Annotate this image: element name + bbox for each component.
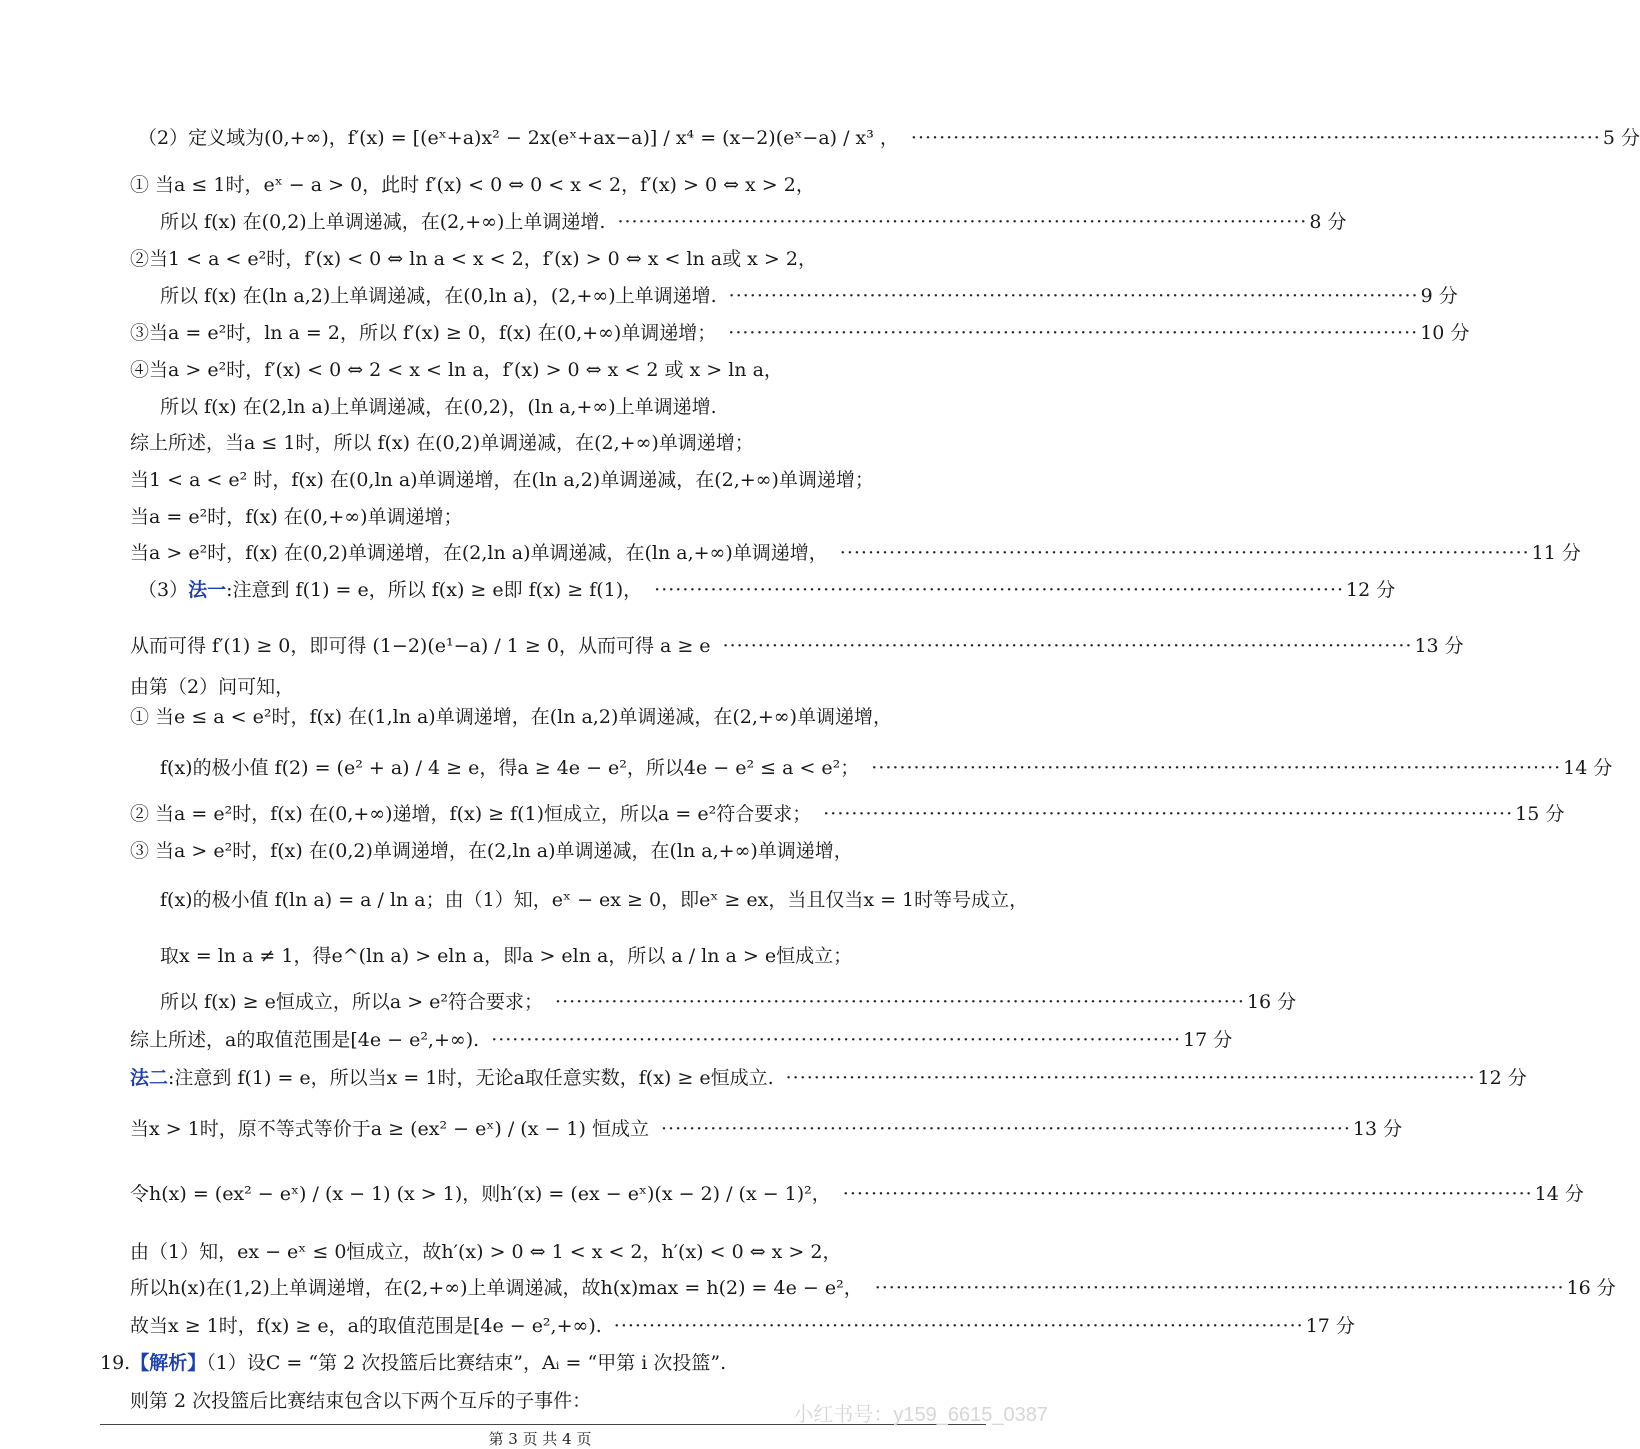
- score-value: 8 分: [1309, 211, 1347, 233]
- score-value: 16 分: [1246, 991, 1297, 1013]
- score-marker: [729, 284, 1458, 308]
- line-text: [160, 210, 605, 234]
- page-footer: 第 3 页 共 4 页: [488, 1430, 592, 1448]
- line-content: 所以 f(x) 在(ln a,2)上单调递减，在(0,ln a)，(2,+∞)上单调递增.: [160, 285, 717, 307]
- line-text: [130, 468, 874, 492]
- score-value: 13 分: [1414, 635, 1464, 657]
- method-label: 法二: [130, 1067, 169, 1089]
- score-value: 10 分: [1420, 322, 1470, 344]
- line-text: [130, 1028, 479, 1052]
- line-text: [160, 284, 717, 308]
- line-content: 由（1）知，ex − eˣ ≤ 0恒成立，故h′(x) > 0 ⇔ 1 < x < 2，h′(x) < 0 ⇔ x > 2，: [130, 1241, 842, 1263]
- line-content: 综上所述，a的取值范围是[4e − e²,+∞).: [130, 1029, 480, 1051]
- score-marker: [728, 321, 1470, 345]
- line-text: [130, 839, 853, 863]
- line-text: [130, 247, 817, 271]
- line-text: [160, 888, 1028, 912]
- line-text: [160, 990, 543, 1014]
- score-value: 15 分: [1515, 803, 1565, 825]
- line-text: [130, 321, 716, 345]
- score-marker: [661, 1117, 1403, 1141]
- line-text: [130, 1182, 831, 1206]
- line-content: 故当x ≥ 1时，f(x) ≥ e，a的取值范围是[4e − e²,+∞).: [130, 1315, 602, 1337]
- line-text: [130, 1276, 863, 1300]
- line-content: ② 当a = e²时，f(x) 在(0,+∞)递增，f(x) ≥ f(1)恒成立，所以a = e²符合要求；: [130, 803, 812, 825]
- line-text: [138, 578, 642, 602]
- line-content: 所以h(x)在(1,2)上单调递增，在(2,+∞)上单调递减，故h(x)max = h(2) = 4e − e²，: [130, 1277, 863, 1299]
- line-content: 由第（2）问可知，: [130, 676, 295, 698]
- method-label: 法一: [188, 579, 227, 601]
- line-content: 所以 f(x) ≥ e恒成立，所以a > e²符合要求；: [160, 991, 544, 1013]
- line-text: [130, 634, 711, 658]
- line-content: ③ 当a > e²时，f(x) 在(0,2)单调递增，在(2,ln a)单调递减，在(ln a,+∞)单调递增，: [130, 840, 853, 862]
- line-text: [130, 1314, 602, 1338]
- line-continuation: :注意到 f(1) = e，所以 f(x) ≥ e即 f(x) ≥ f(1)，: [226, 579, 643, 601]
- line-content: 当a > e²时，f(x) 在(0,2)单调递增，在(2,ln a)单调递减，在(ln a,+∞)单调递增，: [130, 542, 828, 564]
- line-content: 当x > 1时，原不等式等价于a ≥ (ex² − eˣ) / (x − 1) 恒成立: [130, 1118, 649, 1140]
- score-value: 17 分: [1183, 1029, 1233, 1051]
- score-value: 14 分: [1534, 1183, 1584, 1205]
- score-value: 16 分: [1566, 1277, 1616, 1299]
- score-value: 17 分: [1305, 1315, 1355, 1337]
- score-marker: [843, 1182, 1584, 1206]
- score-value: 12 分: [1477, 1067, 1527, 1089]
- line-text: [130, 1066, 774, 1090]
- line-content: ③当a = e²时，ln a = 2，所以 f′(x) ≥ 0，f(x) 在(0,+∞)单调递增；: [130, 322, 717, 344]
- line-content: ① 当e ≤ a < e²时，f(x) 在(1,ln a)单调递增，在(ln a,2)单调递减，在(2,+∞)单调递增，: [130, 706, 893, 728]
- line-text: [160, 395, 717, 419]
- line-text: [130, 1389, 591, 1413]
- line-content: 取x = ln a ≠ 1，得e^(ln a) > eln a，即a > eln a，所以 a / ln a > e恒成立；: [160, 945, 853, 967]
- line-content: f(x)的极小值 f(2) = (e² + a) / 4 ≥ e，得a ≥ 4e − e²，所以4e − e² ≤ a < e²；: [160, 757, 860, 779]
- score-value: 12 分: [1346, 579, 1396, 601]
- score-marker: [617, 210, 1347, 234]
- score-marker: [875, 1276, 1616, 1300]
- line-content: 当a = e²时，f(x) 在(0,+∞)单调递增；: [130, 506, 463, 528]
- score-marker: [840, 541, 1581, 565]
- line-text: [138, 126, 899, 150]
- line-content: 19.: [100, 1352, 131, 1374]
- line-content: 从而可得 f′(1) ≥ 0，即可得 (1−2)(e¹−a) / 1 ≥ 0，从而可得 a ≥ e: [130, 635, 711, 657]
- score-value: 5 分: [1602, 127, 1640, 149]
- score-value: 9 分: [1420, 285, 1458, 307]
- score-marker: [614, 1314, 1355, 1338]
- line-text: [160, 944, 852, 968]
- line-text: [130, 1117, 649, 1141]
- line-text: [160, 756, 859, 780]
- score-marker: [871, 756, 1613, 780]
- line-text: [130, 505, 463, 529]
- line-text: [130, 173, 815, 197]
- line-text: [130, 705, 892, 729]
- line-content: ④当a > e²时，f′(x) < 0 ⇔ 2 < x < ln a，f′(x) > 0 ⇔ x < 2 或 x > ln a，: [130, 359, 783, 381]
- score-marker: [786, 1066, 1527, 1090]
- line-content: 当1 < a < e² 时，f(x) 在(0,ln a)单调递增，在(ln a,2)单调递减，在(2,+∞)单调递增；: [130, 469, 874, 491]
- score-marker: [911, 126, 1640, 150]
- score-value: 11 分: [1531, 542, 1581, 564]
- score-marker: [491, 1028, 1233, 1052]
- line-content: 综上所述，当a ≤ 1时，所以 f(x) 在(0,2)单调递减，在(2,+∞)单调递增；: [130, 432, 754, 454]
- line-content: 则第 2 次投篮后比赛结束包含以下两个互斥的子事件：: [130, 1390, 592, 1412]
- line-content: 令h(x) = (ex² − eˣ) / (x − 1) (x > 1)，则h′(x) = (ex − eˣ)(x − 2) / (x − 1)²，: [130, 1183, 831, 1205]
- score-value: 14 分: [1563, 757, 1613, 779]
- line-content: （3）: [138, 579, 189, 601]
- line-text: [130, 802, 811, 826]
- score-marker: [723, 634, 1464, 658]
- score-marker: [823, 802, 1565, 826]
- score-value: 13 分: [1352, 1118, 1403, 1140]
- line-content: f(x)的极小值 f(ln a) = a / ln a；由（1）知，eˣ − ex ≥ 0，即eˣ ≥ ex，当且仅当x = 1时等号成立，: [160, 889, 1029, 911]
- line-content: 所以 f(x) 在(0,2)上单调递减，在(2,+∞)上单调递增.: [160, 211, 606, 233]
- method-label: 【解析】: [130, 1352, 207, 1374]
- line-text: [130, 431, 754, 455]
- line-content: ① 当a ≤ 1时，eˣ − a > 0，此时 f′(x) < 0 ⇔ 0 < x < 2，f′(x) > 0 ⇔ x > 2，: [130, 174, 815, 196]
- line-continuation: （1）设C = “第 2 次投篮后比赛结束”，Aᵢ = “甲第 i 次投篮”.: [206, 1352, 727, 1374]
- line-text: [130, 675, 294, 699]
- line-content: （2）定义域为(0,+∞)，f′(x) = [(eˣ+a)x² − 2x(eˣ+ax−a)] / x⁴ = (x−2)(eˣ−a) / x³ ，: [138, 127, 899, 149]
- score-marker: [555, 990, 1297, 1014]
- line-text: [130, 1240, 841, 1264]
- line-text: [130, 358, 783, 382]
- line-text: [100, 1351, 726, 1375]
- line-text: [130, 541, 828, 565]
- score-marker: [654, 578, 1396, 602]
- line-content: 所以 f(x) 在(2,ln a)上单调递减，在(0,2)，(ln a,+∞)上单调递增.: [160, 396, 717, 418]
- watermark: 小红书号：y159_6615_0387: [793, 1404, 1048, 1426]
- line-continuation: :注意到 f(1) = e，所以当x = 1时，无论a取任意实数，f(x) ≥ e恒成立.: [168, 1067, 774, 1089]
- line-content: ②当1 < a < e²时，f′(x) < 0 ⇔ ln a < x < 2，f′(x) > 0 ⇔ x < ln a或 x > 2，: [130, 248, 817, 270]
